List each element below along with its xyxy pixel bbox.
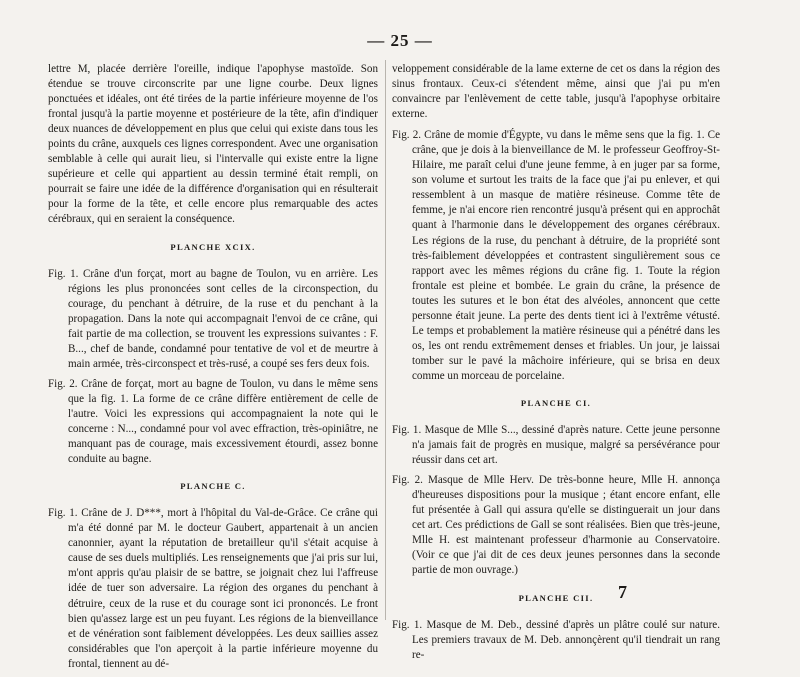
plate-101-heading: PLANCHE CI. bbox=[520, 397, 592, 408]
plate-101-fig-1: Fig. 1. Masque de Mlle S..., dessiné d'après nature. Cette jeune personne n'a jamais fait de progrès en musique, malgré sa persévérance pour réussir dans cet art. bbox=[392, 424, 720, 467]
signature-mark: 7 bbox=[618, 582, 627, 602]
right-column bbox=[392, 62, 720, 668]
left-column bbox=[48, 62, 378, 677]
plate-99-fig-2: Fig. 2. Crâne de forçat, mort au bagne de Toulon, vu dans le même sens que la fig. 1. La forme de ce crâne diffère entièrement de celle de l'autre. Voici les expressions qui accompagnaient la note qui le concerne : N..., condamné pour vol avec effraction, très-opiniâtre, ne manquant pas de courage, mais excessivement étourdi, assez bonne conduite au bagne. bbox=[48, 377, 378, 466]
continuation-paragraph: veloppement considérable de la lame externe de cet os dans la région des sinus frontaux. Ceux-ci s'étendent même, ainsi que j'ai pu m'en convaincre par l'enlèvement de cette table, jusqu'à l'apophyse orbitaire externe. bbox=[392, 63, 720, 121]
plate-100-heading: PLANCHE C. bbox=[180, 481, 246, 492]
column-divider bbox=[385, 60, 386, 620]
plate-99-fig-1: Fig. 1. Crâne d'un forçat, mort au bagne de Toulon, vu en arrière. Les régions les plus prononcées sont celles de la circonspection, du courage, du penchant à détruire, de la ruse et du penchant à la propagation. Dans la note qui accompagnait l'envoi de ce crâne, qui fait partie de ma collection, se trouvent les expressions suivantes : F. B..., chef de bande, condamné pour tentative de vol et de meurtre à main armée, très-circonspect et très-rusé, a coupé ses fers deux fois. bbox=[48, 267, 378, 370]
plate-102-heading: PLANCHE CII. bbox=[518, 592, 594, 603]
plate-100-fig-2: Fig. 2. Crâne de momie d'Égypte, vu dans le même sens que la fig. 1. Ce crâne, que je dois à la bienveillance de M. le professeur Geoffroy-St-Hilaire, me paraît celui d'une jeune femme, à en juger par sa forme, son volume et surtout les traits de la face que j'ai pu enlever, et qui ressemblent à un masque de matière résineuse. Comme tête de femme, je n'ai encore rien rencontré jusqu'à présent qui en approchât quant à l'harmonie dans le développement des organes cérébraux. Les régions de la ruse, du penchant à détruire, de la propriété sont très-faiblement développées et contrastent singulièrement sous ce rapport avec les mêmes régions du crâne fig. 1. Toute la région frontale est pleine et bombée. Le grain du crâne, la présence de toutes les sutures et le bon état des alvéoles, annoncent que cette personne était jeune. La perte des dents tient ici à l'extrême vétusté. Le temps et probablement la matière résineuse qui a pénétré dans les os, les ont rendu extrêmement denses et friables. Un jour, je laissai tomber sur le pavé la mâchoire inférieure, qui se brisa en deux comme un morceau de porcelaine. bbox=[392, 129, 720, 382]
plate-100-fig-1: Fig. 1. Crâne de J. D***, mort à l'hôpital du Val-de-Grâce. Ce crâne qui m'a été donné par M. le docteur Gaubert, appartenait à un ancien canonnier, ayant la réputation de bretailleur qu'il s'était acquise à cause de ses duels multipliés. Les renseignements que j'ai pris sur lui, m'ont appris qu'au plaisir de se battre, se joignait chez lui l'affreuse idée de tuer son adversaire. La région des organes du penchant à détruire, ceux de la ruse et du courage sont ici prononcés. Le front bien qu'assez large est un peu fuyant. Les régions de la bienveillance et de vénération sont faiblement développées. Les deux saillies assez considérables que l'on aperçoit à la partie inférieure moyenne du frontal, tiennent au dé- bbox=[48, 507, 378, 670]
plate-99-heading: PLANCHE XCIX. bbox=[170, 241, 256, 252]
page-number: — 25 — bbox=[367, 31, 433, 50]
plate-101-fig-2: Fig. 2. Masque de Mlle Herv. De très-bonne heure, Mlle H. annonça d'heureuses dispositions pour la musique ; étant encore enfant, elle fut présentée à Gall qui assura qu'elle se distinguerait un jour dans cet art. Ces prédictions de Gall se sont réalisées. Bien que très-jeune, Mlle H. est maintenant professeur d'harmonie au Conservatoire. (Voir ce que j'ai dit de ces deux jeunes personnes dans la seconde partie de mon ouvrage.) bbox=[392, 474, 720, 577]
plate-102-fig-1: Fig. 1. Masque de M. Deb., dessiné d'après un plâtre coulé sur nature. Les premiers travaux de M. Deb. annonçèrent qu'il tiendrait un rang re- bbox=[392, 618, 720, 661]
intro-paragraph: lettre M, placée derrière l'oreille, indique l'apophyse mastoïde. Son étendue se trouve circonscrite par une ligne courbe. Deux lignes ponctuées et idéales, ont été tirées de la partie inférieure moyenne de l'os frontal jusqu'à la partie moyenne et postérieure de la tête, afin d'indiquer deux nuances de développement en plus que celui qui existe dans tous les points du crâne, auxquels ces lignes correspondent. Avec une organisation semblable à celle qui aurait lieu, si l'intervalle qui existe entre la ligne supérieure et celle qui appartient au dessin terminé était rempli, on pourrait se faire une idée de la différence d'organisation qui en résulterait pour la forme de la tête, et celle encore plus remarquable des actes cérébraux, qui en seraient la conséquence. bbox=[48, 63, 378, 226]
